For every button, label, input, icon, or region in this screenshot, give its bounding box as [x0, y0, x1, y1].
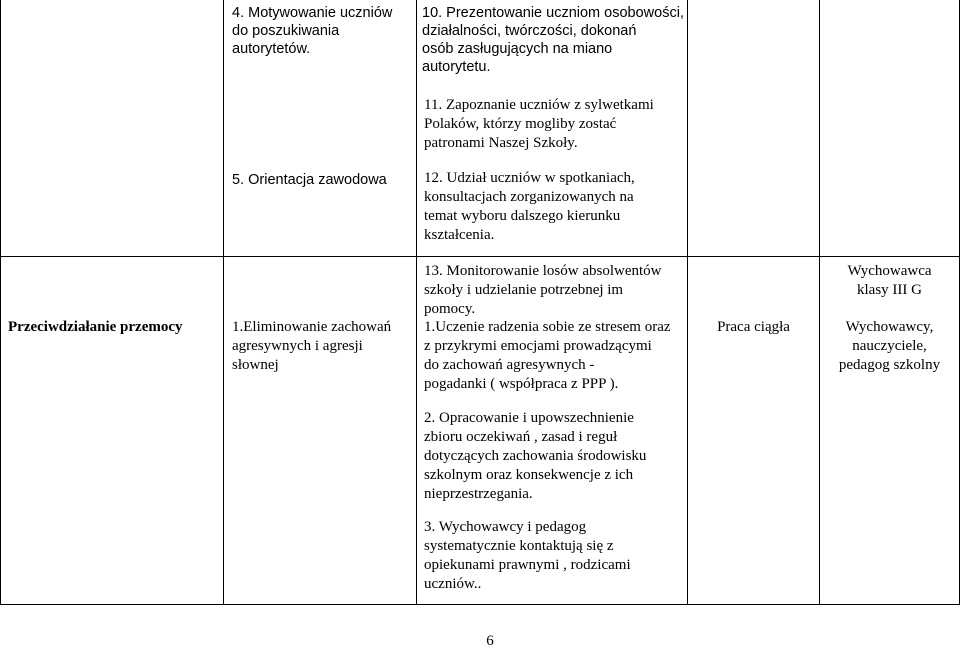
table-column-divider — [223, 0, 224, 605]
area-title: Przeciwdziałanie przemocy — [8, 319, 183, 335]
task-12: 12. Udział uczniów w spotkaniach, konsultacjach zorganizowanych na temat wyboru dalszego kierunku kształcenia. — [424, 170, 635, 243]
task-1: 1.Uczenie radzenia sobie ze stresem oraz z przykrymi emocjami prowadzącymi do zachowań agresywnych - pogadanki ( współpraca z PPP ). — [424, 319, 671, 392]
task-11: 11. Zapoznanie uczniów z sylwetkami Polaków, którzy mogliby zostać patronami Naszej Szkoły. — [424, 97, 654, 151]
table-row-divider — [0, 256, 960, 257]
term-cell: Praca ciągła — [717, 319, 790, 335]
task-3: 3. Wychowawcy i pedagog systematycznie kontaktują się z opiekunami prawnymi , rodzicami uczniów.. — [424, 519, 631, 592]
task-10: 10. Prezentowanie uczniom osobowości, działalności, twórczości, dokonań osób zasługujących na miano autorytetu. — [422, 5, 684, 75]
goal-item-1: 1.Eliminowanie zachowań agresywnych i agresji słownej — [232, 319, 392, 373]
goal-item-5: 5. Orientacja zawodowa — [232, 172, 387, 188]
table-column-divider — [416, 0, 417, 605]
table-border-left — [0, 0, 1, 605]
page-number: 6 — [486, 633, 494, 649]
responsible-cell: Wychowawcy, nauczyciele, pedagog szkolny — [838, 319, 941, 373]
task-2: 2. Opracowanie i upowszechnienie zbioru oczekiwań , zasad i reguł dotyczących zachowania środowisku szkolnym oraz konsekwencje z ich nieprzestrzegania. — [424, 410, 647, 502]
responsible-cell-top: Wychowawca klasy III G — [847, 263, 932, 298]
task-13: 13. Monitorowanie losów absolwentów szkoły i udzielanie potrzebnej im pomocy. — [424, 263, 662, 317]
table-border-bottom — [0, 604, 960, 605]
goal-item-4: 4. Motywowanie uczniów do poszukiwania autorytetów. — [232, 5, 393, 57]
table-column-divider — [819, 0, 820, 605]
